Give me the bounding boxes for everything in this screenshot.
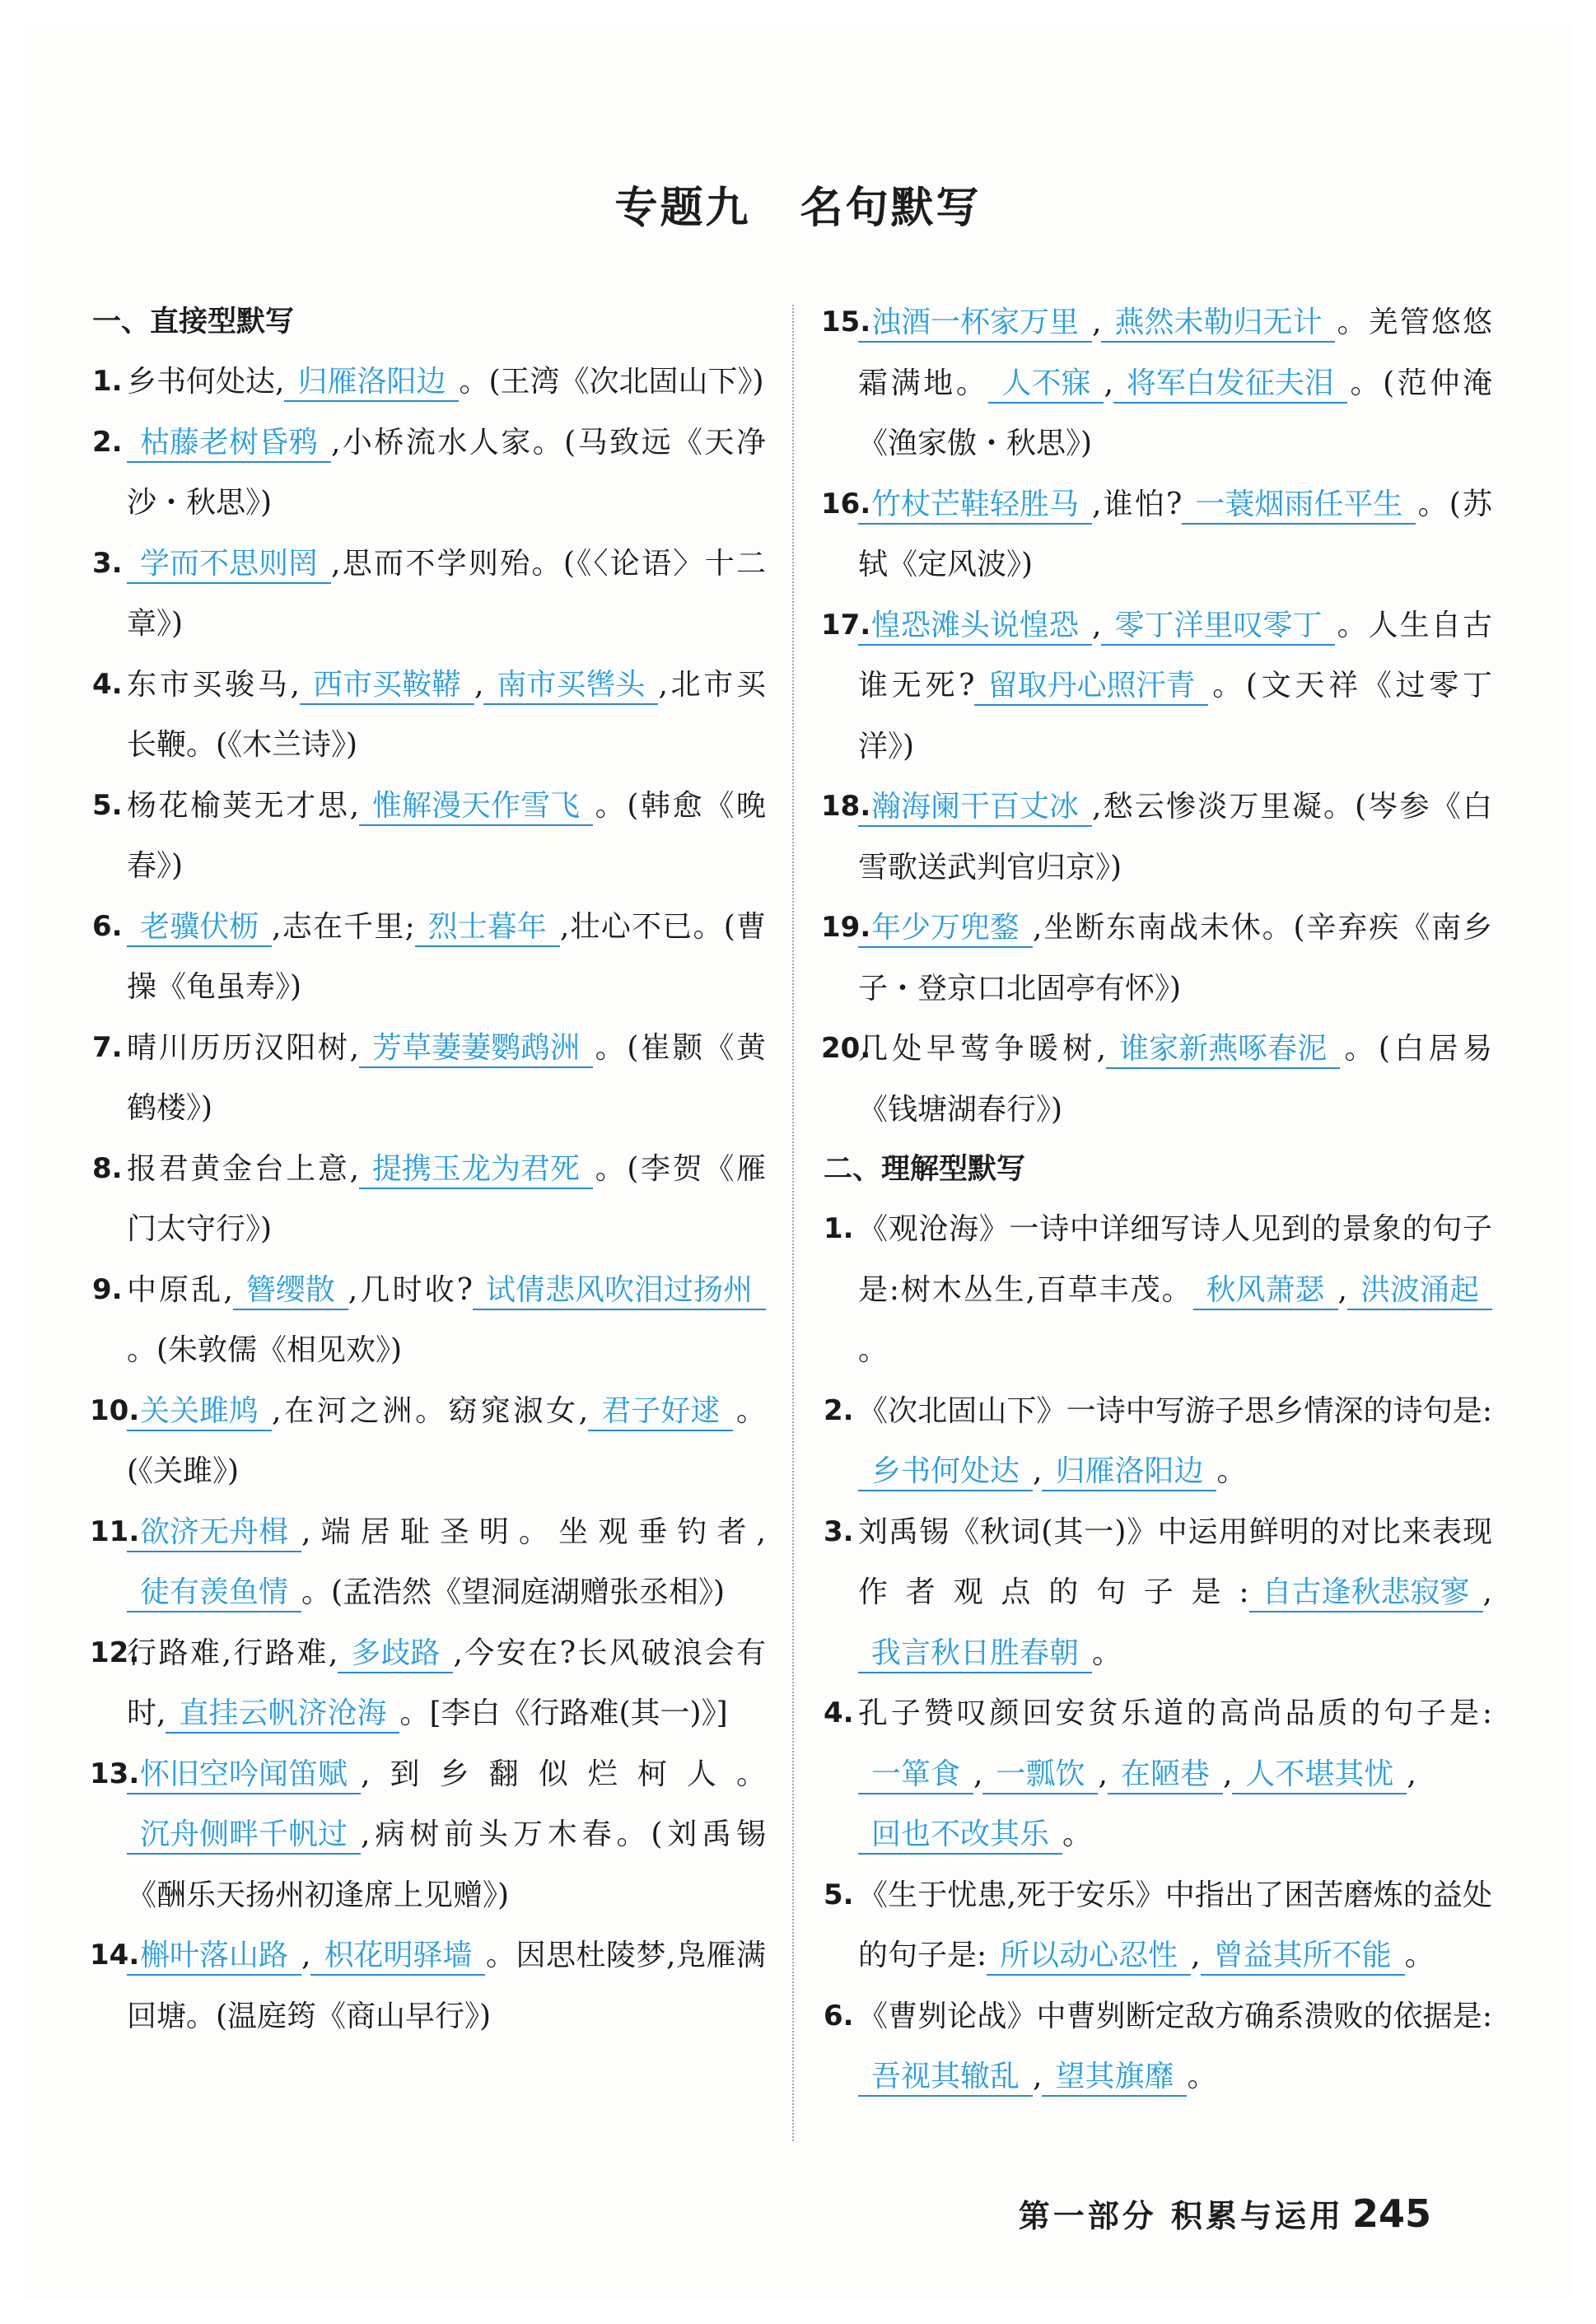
question-text: 刘禹锡《秋词(其一)》中运用鲜明的对比来表现作者观点的句子是: — [858, 1514, 1492, 1609]
section-heading-direct: 一、直接型默写 — [92, 306, 295, 338]
question-text: 。 — [1216, 1454, 1247, 1488]
question-number: 5. — [824, 1878, 854, 1911]
answer-blank: 多歧路 — [338, 1636, 453, 1673]
question-text: 报君黄金台上意, — [127, 1151, 360, 1186]
question-text: 。 — [858, 1333, 889, 1367]
question-number: 14. — [90, 1939, 140, 1972]
answer-blank: 试倩悲风吹泪过扬州 — [473, 1272, 766, 1310]
question-number: 9. — [92, 1272, 123, 1306]
answer-blank: 洪波涌起 — [1347, 1272, 1492, 1310]
answer-blank: 怀旧空吟闻笛赋 — [127, 1757, 361, 1794]
question-item — [92, 1260, 766, 1381]
question-item — [92, 655, 766, 776]
answer-blank: 瀚海阑干百丈冰 — [858, 789, 1092, 827]
question-text: ,思而不学则殆。(《〈论语〉十二章》) — [127, 546, 766, 641]
right-item-list-direct — [821, 292, 1493, 1140]
question-number: 3. — [824, 1514, 854, 1548]
answer-blank: 直挂云帆济沧海 — [166, 1696, 399, 1734]
question-item — [92, 1139, 766, 1260]
question-text: 。羌管悠悠霜满地。 — [858, 306, 1492, 400]
left-column — [92, 292, 766, 2046]
question-number: 8. — [92, 1151, 123, 1185]
answer-blank: 徒有羡鱼情 — [127, 1575, 301, 1612]
answer-blank: 秋风萧瑟 — [1193, 1272, 1338, 1310]
answer-blank: 零丁洋里叹零丁 — [1101, 608, 1335, 646]
question-number: 4. — [824, 1696, 854, 1729]
question-item — [821, 1019, 1492, 1140]
question-text: 。(王湾《次北固山下》) — [459, 365, 764, 399]
question-text: 。 — [1062, 1818, 1093, 1851]
question-text: 。(白居易《钱塘湖春行》) — [858, 1032, 1492, 1127]
question-text: ,在河之洲。窈窕淑女, — [272, 1393, 589, 1428]
question-text: 。因思杜陵梦,凫雁满回塘。(温庭筠《商山早行》) — [127, 1939, 766, 2033]
question-text: ,几时收? — [348, 1272, 473, 1307]
right-column — [821, 292, 1493, 2107]
answer-blank: 人不堪其忧 — [1232, 1757, 1407, 1794]
question-item — [92, 1623, 766, 1744]
answer-blank: 欲济无舟楫 — [127, 1514, 301, 1552]
question-text: , — [1222, 1757, 1233, 1791]
question-text: , — [1191, 1939, 1201, 1972]
question-number: 20. — [821, 1032, 871, 1065]
question-text: ,小桥流水人家。(马致远《天净沙・秋思》) — [127, 425, 766, 520]
answer-blank: 在陋巷 — [1108, 1757, 1223, 1794]
question-text: ,愁云惨淡万里凝。(岑参《白雪歌送武判官归京》) — [858, 790, 1492, 884]
answer-blank: 望其旗靡 — [1042, 2059, 1187, 2097]
question-text: 。(文天祥《过零丁洋》) — [858, 669, 1492, 763]
question-text: 。[李白《行路难(其一)》] — [399, 1696, 728, 1730]
answer-blank: 学而不思则罔 — [127, 546, 331, 584]
question-text: , — [1092, 306, 1102, 339]
question-number: 15. — [821, 306, 871, 338]
answer-blank: 回也不改其乐 — [858, 1817, 1062, 1855]
question-text: 。(崔颢《黄鹤楼》) — [127, 1030, 766, 1125]
title-subject: 名句默写 — [800, 184, 982, 233]
question-text: , — [973, 1757, 983, 1791]
answer-blank: 所以动心忍性 — [987, 1938, 1191, 1976]
question-text: 几处早莺争暖树, — [858, 1032, 1107, 1066]
question-text: 。人生自古谁无死? — [858, 608, 1492, 702]
answer-blank: 惶恐滩头说惶恐 — [858, 608, 1092, 646]
question-text: , — [1104, 366, 1113, 400]
question-text: 杨花榆荚无才思, — [127, 788, 360, 823]
question-text: 。(孟浩然《望洞庭湖赠张丞相》) — [301, 1575, 726, 1609]
answer-blank: 枯藤老树昏鸦 — [127, 425, 331, 463]
question-text: 。(朱敦儒《相见欢》) — [127, 1333, 403, 1367]
question-text: ,谁怕? — [1092, 487, 1183, 521]
question-item — [92, 776, 766, 897]
question-item — [92, 413, 766, 534]
question-number: 6. — [824, 1999, 854, 2032]
answer-blank: 西市买鞍鞯 — [300, 667, 474, 705]
question-text: 。(李贺《雁门太守行》) — [127, 1151, 766, 1246]
answer-blank: 吾视其辙乱 — [858, 2059, 1033, 2097]
question-text: 孔子赞叹颜回安贫乐道的高尚品质的句子是: — [858, 1696, 1492, 1730]
answer-blank: 归雁洛阳边 — [284, 364, 459, 402]
question-item — [92, 1018, 766, 1139]
question-text: 《次北固山下》一诗中写游子思乡情深的诗句是: — [858, 1393, 1492, 1428]
question-text: 。(苏轼《定风波》) — [858, 487, 1493, 581]
answer-blank: 一瓢饮 — [982, 1757, 1098, 1794]
question-text: 。 — [1187, 2060, 1217, 2093]
answer-blank: 关关雎鸠 — [127, 1393, 272, 1431]
answer-blank: 一蓑烟雨任平生 — [1182, 487, 1416, 525]
question-text: 。 — [1404, 1939, 1435, 1972]
right-item-list-understanding — [824, 1199, 1492, 2107]
question-text: ,坐断东南战未休。(辛弃疾《南乡子・登京口北固亭有怀》) — [858, 911, 1492, 1006]
question-text: 《曹刿论战》中曹刿断定敌方确系溃败的依据是: — [858, 1999, 1492, 2033]
answer-blank: 簪缨散 — [233, 1272, 348, 1310]
question-text: , — [301, 1939, 311, 1972]
answer-blank: 惟解漫天作雪飞 — [359, 788, 593, 826]
question-text: 。 — [1092, 1636, 1122, 1670]
answer-blank: 竹杖芒鞋轻胜马 — [858, 487, 1092, 525]
question-number: 10. — [90, 1393, 140, 1427]
answer-blank: 槲叶落山路 — [127, 1938, 301, 1976]
answer-blank: 一箪食 — [858, 1757, 973, 1794]
answer-blank: 沉舟侧畔千帆过 — [127, 1817, 361, 1855]
question-number: 19. — [821, 911, 871, 944]
answer-blank: 自古逢秋悲寂寥 — [1249, 1575, 1483, 1612]
question-text: ,志在千里; — [272, 909, 415, 944]
answer-blank: 谁家新燕啄春泥 — [1106, 1031, 1340, 1069]
question-text: , — [1033, 1454, 1043, 1488]
question-number: 2. — [824, 1393, 854, 1427]
section-heading-understanding: 二、理解型默写 — [824, 1153, 1026, 1186]
question-text: 。(《关雎》) — [127, 1393, 766, 1488]
question-text: 乡书何处达, — [127, 365, 285, 399]
answer-blank: 归雁洛阳边 — [1042, 1454, 1216, 1491]
question-number: 5. — [92, 788, 123, 822]
question-item — [824, 1199, 1492, 1381]
question-number: 1. — [824, 1212, 854, 1245]
question-text: , — [1098, 1757, 1108, 1791]
question-number: 17. — [821, 608, 871, 642]
answer-blank: 浊酒一杯家万里 — [858, 305, 1092, 343]
question-item — [92, 897, 766, 1018]
question-text: , — [1092, 608, 1102, 642]
answer-blank: 曾益其所不能 — [1201, 1938, 1405, 1976]
question-number: 4. — [92, 667, 123, 701]
question-item — [824, 1865, 1492, 1986]
question-text: ,病树前头万木春。(刘禹锡《酬乐天扬州初逢席上见赠》) — [127, 1818, 766, 1912]
question-item — [821, 777, 1492, 898]
left-item-list — [92, 352, 766, 2046]
question-text: 《生于忧患,死于安乐》中指出了困苦磨炼的益处的句子是: — [858, 1878, 1492, 1972]
question-item — [92, 1925, 766, 2046]
answer-blank: 提携玉龙为君死 — [359, 1151, 593, 1189]
answer-blank: 芳草萋萋鹦鹉洲 — [359, 1030, 593, 1068]
answer-blank: 年少万兜鍪 — [858, 910, 1033, 948]
question-number: 11. — [90, 1514, 140, 1548]
question-number: 7. — [92, 1030, 123, 1064]
question-number: 3. — [92, 546, 123, 580]
question-text: 。(韩愈《晚春》) — [127, 788, 766, 883]
question-text: , — [1407, 1757, 1416, 1791]
question-item — [821, 474, 1493, 595]
question-text: , — [474, 667, 484, 702]
question-number: 1. — [92, 365, 123, 398]
question-number: 18. — [821, 790, 871, 823]
page-footer — [1019, 2191, 1431, 2236]
question-item — [821, 898, 1492, 1019]
question-number: 16. — [821, 487, 871, 520]
question-text: , — [1033, 2060, 1043, 2093]
question-text: 东市买骏马, — [127, 667, 300, 702]
question-item — [824, 1683, 1492, 1865]
answer-blank: 南市买辔头 — [483, 667, 658, 705]
answer-blank: 人不寐 — [988, 366, 1104, 404]
answer-blank: 老骥伏枥 — [127, 909, 272, 947]
footer-section: 第一部分 积累与运用 — [1018, 2198, 1344, 2234]
answer-blank: 燕然未勒归无计 — [1101, 305, 1335, 343]
question-item — [821, 292, 1492, 474]
question-item — [824, 1502, 1492, 1684]
answer-blank: 君子好逑 — [588, 1393, 733, 1431]
question-item — [92, 534, 766, 655]
answer-blank: 乡书何处达 — [858, 1454, 1033, 1491]
question-text: ,北市买长鞭。(《木兰诗》) — [127, 667, 766, 762]
page-number: 245 — [1351, 2191, 1431, 2236]
question-item — [92, 1744, 766, 1926]
answer-blank: 我言秋日胜春朝 — [858, 1636, 1092, 1673]
question-text: 。(范仲淹《渔家傲・秋思》) — [858, 366, 1492, 460]
page-title — [0, 173, 1596, 235]
question-item — [824, 1986, 1492, 2107]
question-text: 行路难,行路难, — [127, 1636, 338, 1670]
answer-blank: 将军白发征夫泪 — [1113, 366, 1347, 404]
column-divider — [792, 305, 794, 2141]
question-text: ,到乡翻似烂柯人。 — [361, 1757, 766, 1791]
question-text: ,端居耻圣明。坐观垂钓者, — [301, 1514, 766, 1549]
question-item — [92, 1502, 766, 1623]
question-text: ,壮心不已。(曹操《龟虽寿》) — [127, 909, 766, 1004]
answer-blank: 留取丹心照汗青 — [974, 668, 1208, 706]
question-number: 12. — [90, 1636, 140, 1669]
question-text: , — [1482, 1575, 1492, 1609]
title-topic: 专题九 — [614, 184, 751, 233]
answer-blank: 烈士暮年 — [415, 909, 560, 947]
question-text: , — [1337, 1272, 1347, 1307]
question-number: 2. — [92, 425, 123, 459]
question-item — [821, 595, 1492, 777]
question-item — [92, 352, 766, 413]
question-text: 《观沧海》一诗中详细写诗人见到的景象的句子是:树木丛生,百草丰茂。 — [858, 1212, 1492, 1307]
question-number: 13. — [90, 1757, 140, 1790]
question-item — [92, 1381, 766, 1502]
question-item — [824, 1381, 1492, 1502]
question-text: 中原乱, — [127, 1272, 233, 1307]
question-text: ,今安在?长风破浪会有时, — [127, 1636, 766, 1730]
question-number: 6. — [92, 909, 123, 943]
question-text: 晴川历历汉阳树, — [127, 1030, 360, 1065]
answer-blank: 枳花明驿墙 — [310, 1938, 485, 1976]
